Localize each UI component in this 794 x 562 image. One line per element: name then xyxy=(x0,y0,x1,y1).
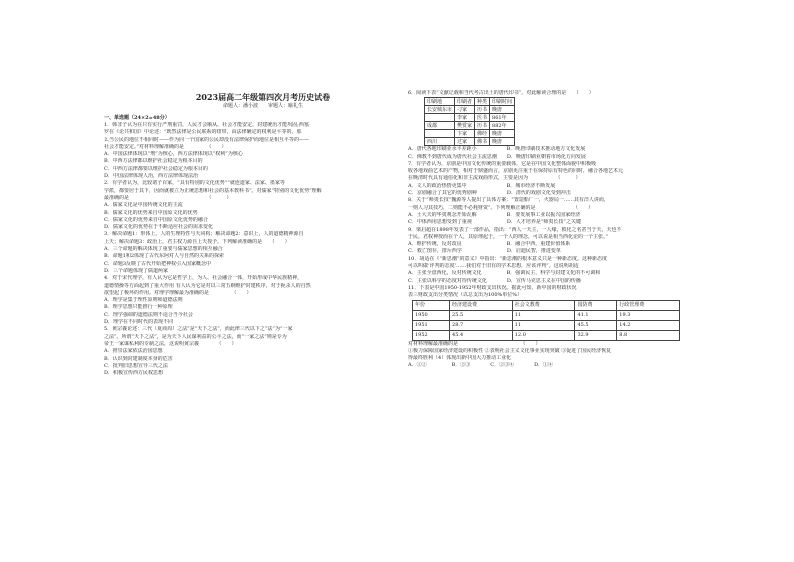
table-cell: 1952 xyxy=(413,330,450,340)
text-line: 上天；解决命题3：政治上，君主权力源自上天授予。下列解读准确的是 （ ） xyxy=(104,238,290,245)
table-row xyxy=(425,122,515,130)
table-cell xyxy=(425,114,455,122)
table-cell: 8.8 xyxy=(617,330,680,340)
table-cell: 32.9 xyxy=(575,330,617,340)
table-cell: 樊赏家 xyxy=(455,122,475,130)
text-line: 最准确的是 （ ） xyxy=(104,194,232,201)
table-row xyxy=(425,106,515,114)
text-line: 罗在《论共和国》中论述：“既然法律是公民联系的纽带，由法律确定的权利是平等的，那 xyxy=(104,129,302,136)
text-line: 2．有学者认为，比较诸子百家，“具有特别的文化优势”“就连道家、法家、墨家等 xyxy=(104,180,285,187)
text-line: 道德情操等方面起到了重大作用 有人认为它是对以三常五纲维护封建秩序，对于扼杀人的自然 xyxy=(104,282,311,289)
text-line: 收各地戏曲艺术的产物，相对于鼎盛而言，京剧更注重于在保持原有特色的同时，融合各地艺术元 xyxy=(408,168,624,175)
table-cell: 历书 xyxy=(475,106,490,114)
text-line: 10．胡适在《“新思潮”的意义》中指出：“新思潮的根本意义只是一种新态度。这种新态度 xyxy=(408,255,608,262)
text-line: C．主张以科学的态度对待传统文化 D．宣传马克思主义在中国的传播 xyxy=(408,277,581,284)
table-cell: 12.0 xyxy=(512,330,575,340)
text-line: 3．解决命题1：形体上，人的生理特性与天同构；解决命题2：意识上，人的道德精神源自 xyxy=(104,231,304,238)
text-line: A．儒家文化是中国传统文化的主流 xyxy=(104,202,183,209)
text-line: 在晚清时代具有通俗化和非主流戏曲形式，主要是因为 （ ） xyxy=(408,175,581,182)
text-line: 4．对于宋代理学，有人认为它是哲学上，为人、社会融合一体，开始形成中华民族精神， xyxy=(104,275,303,282)
text-line: 么当公民的地位不相同时——作为同一个国家的公民却没有法律保护而地位是相互平等的—— xyxy=(104,136,310,143)
text-line: C．理学强调的道德法则不适合当今社会 xyxy=(104,311,193,318)
text-line: 得最终胜利（4）体现出新中国大力推动工业化 xyxy=(408,355,512,362)
table-row xyxy=(425,114,515,122)
table-header-cell: 印刷时间 xyxy=(490,98,515,106)
text-line: 11．下表是中国1950-1952年财政支出状况。据此可知，新中国的财政状况 xyxy=(408,284,577,291)
text-line: D．儒家文化的优势在于不断适应社会的需求变化 xyxy=(104,224,214,231)
table-cell: 45.4 xyxy=(450,330,513,340)
table-row xyxy=(413,330,680,340)
text-line: C．批判旧思想宣导三代之法 xyxy=(104,362,168,369)
text-line: A．士大夫的华夷观念开始瓦解 B．要发展事工业以振兴国家经济 xyxy=(408,211,581,218)
text-line: 对材料理解最准确的是 （ ） xyxy=(408,340,541,347)
question-6-stem xyxy=(408,90,698,97)
text-line: 6．阅读下表“文献记载和当代考古出土的唐代印书”。对此解读合理的是 （ ） xyxy=(408,90,594,96)
question-11-options xyxy=(408,341,698,370)
table-header-cell: 经济建设费 xyxy=(450,300,513,310)
table-row xyxy=(413,320,680,330)
text-line: 5．黄宗羲论述：三代（夏商周）之法”是“天下之法”，而此律三代以下之“法”为“一家 xyxy=(104,326,293,333)
text-line: 1．韩非子认为在只有实行严刑重罚，人民才会顺从，社会才能安定，封建统治才能巩固;西塞 xyxy=(104,122,309,128)
table-header-cell: 行政管理费 xyxy=(617,300,680,310)
text-line: 欲望起了极坏的作用。对理学理解最为准确的是 （ ） xyxy=(104,289,252,296)
table-header-row xyxy=(413,300,680,310)
text-line: 9．梁启超在1898年发表了一部作品，指出：“西人一天主，一人缘，救化之名甚当于天，天也不 xyxy=(408,226,622,233)
text-line: 8．关于“师夷长技”魏源等人提出了具体方案：“置造船厂一，火器局一……其有洋人讲而， xyxy=(408,197,609,204)
text-line: C．儒家文化的优势来自中国原文化优势的融合 xyxy=(104,216,208,223)
text-line: D．积极宣传西方民权思想 xyxy=(104,370,164,377)
table-cell: 11 xyxy=(512,320,575,330)
table-cell: 晚唐 xyxy=(490,130,515,138)
text-line: 一则人习其技巧，二则能不必耗财资”。下列理解正确的是 （ ） xyxy=(408,204,594,211)
table-fiscal xyxy=(412,300,680,341)
table-cell: 1950 xyxy=(413,310,450,320)
table-cell: 佛书 xyxy=(475,138,490,146)
table-header-cell: 印刷地 xyxy=(425,98,455,106)
table-cell: 882年 xyxy=(490,122,515,130)
text-line: A．三个命题的解决体现了重要与儒家思想的相互融合 xyxy=(104,246,223,253)
text-line: 之法”。所谓“天下之法”，是为天下人民谋利益的公平之法，而“一家之法”则是专为 xyxy=(104,333,287,340)
text-line: B．认识到封建制度本身的危害 xyxy=(104,355,173,362)
section-heading: 一、单选题（24×2=48分） xyxy=(104,115,170,121)
text-line: A．①② B．②③ C．②③④ D．①④ xyxy=(408,362,554,369)
text-line: C．中体西用思想受到了重视 D．人才培养是“师夷长技”之关键 xyxy=(408,219,581,226)
table-header-cell: 印刷者 xyxy=(455,98,475,106)
table-cell: 45.5 xyxy=(575,320,617,330)
table-cell: 历书 xyxy=(475,122,490,130)
right-question-text xyxy=(408,146,698,299)
text-line: ①极力保障国家经济建设的积极性 ②表明社会主义文化事业实现突破 ③促进了国民经济恢复 xyxy=(408,347,612,354)
table-cell: 41.1 xyxy=(575,310,617,320)
left-column xyxy=(104,92,396,377)
right-column xyxy=(408,90,698,370)
text-line: A．维护传统，反对改良 B．融合中西，重建价值体系 xyxy=(408,241,571,248)
table-header-cell: 国防费 xyxy=(575,300,617,310)
text-line: A．理学是集于理性原则和道德法则 xyxy=(104,297,183,304)
table-cell: 西川 xyxy=(425,138,455,146)
left-question-text xyxy=(104,114,396,377)
text-line: A．推崇法家依法治国思想 xyxy=(104,348,163,355)
table-cell: 11 xyxy=(512,310,575,320)
table-header-cell: 年份 xyxy=(413,300,450,310)
text-line: 可以叫做‘评判的态度’……我们对于旧有的学术思想，应该评判”。这说明胡适 xyxy=(408,263,579,270)
table-cell: 李家 xyxy=(455,114,475,122)
table-cell: 28.7 xyxy=(450,320,513,330)
table-body xyxy=(413,310,680,340)
table-header-row xyxy=(425,98,515,106)
table-cell: 14.2 xyxy=(617,320,680,330)
text-line: A．主张全盘西化，反对传统文化 B．强调民主，科学与封建文化的不可调和 xyxy=(408,270,601,277)
table-header-cell: 社会文教费 xyxy=(512,300,575,310)
text-line: C．救亡图存，排斥西学 D．启迪民智，推进变革 xyxy=(408,248,561,255)
text-line: C．京剧融合了其它的优秀剧种 D．清代的戏剧文化受到冲击 xyxy=(408,190,571,197)
text-line: C．佛教不到唐代成为唐代社会主流思潮 D．晚唐印刷业朝着市场化方向发展 xyxy=(408,153,586,160)
text-line: D．理学在不同时代的表现不同 xyxy=(104,319,174,326)
table-row xyxy=(425,130,515,138)
table-cell: 19.3 xyxy=(617,310,680,320)
text-line: B．中西方法律都以维护社会稳定为根本目的 xyxy=(104,158,203,165)
table-printing xyxy=(424,97,515,146)
text-line: 于民。君权神授而在个人，其原理起于。一个人的理念，可以说是相当西化论的一个主张。” xyxy=(408,233,609,240)
text-line: D．中国法律体现人治，西方法律体现法治 xyxy=(104,173,199,180)
text-line: A．唐代各地印刷业水平差距小 B．晚唐印刷技术推动地方文化发展 xyxy=(408,146,586,153)
table-row xyxy=(425,138,515,146)
text-line: B．命题1和2体现了古代东阿对人与自然的关系的探索 xyxy=(104,253,225,260)
table-cell: 长安城东市 xyxy=(425,106,455,114)
table-cell: 晚唐 xyxy=(490,138,515,146)
table-cell: 过家 xyxy=(455,138,475,146)
table-cell: 刁家 xyxy=(455,106,475,114)
text-line: B．理学思想只能推行一种原理 xyxy=(104,304,173,311)
table-header-cell: 种类 xyxy=(475,98,490,106)
text-line: D．三个命题体现了儒道两家 xyxy=(104,267,169,274)
table-cell: 25.5 xyxy=(450,310,513,320)
table-cell: 卞家 xyxy=(455,130,475,138)
text-line: C．命题3反映了古代开始把神权引入国家概念中 xyxy=(104,260,212,267)
text-line: A．中国法律体现以“刑”为核心，西方法律体现以“权利”为核心 xyxy=(104,151,243,158)
table-cell xyxy=(425,130,455,138)
table-body xyxy=(425,106,515,146)
text-line: 表三财政支出分类情况（以总支出为100%单位%） xyxy=(408,292,523,299)
table-cell: 医书 xyxy=(475,114,490,122)
text-line: A．文人的政治热情更集中 B．城市经济不断发展 xyxy=(408,182,556,189)
table-row xyxy=(413,310,680,320)
page-title: 2023届高二年级第四次月考历史试卷 xyxy=(195,92,331,102)
text-line: C．中西方法律都要以维护社会稳定为根本目的 xyxy=(104,165,208,172)
table-cell: 佛经 xyxy=(475,130,490,138)
table-cell: 成都 xyxy=(425,122,455,130)
text-line: 学派，都要居于其下，因而就被立为正统思想和社会的基本教科书”。对儒家“特别的文化优势”理解 xyxy=(104,187,322,194)
text-line: B．儒家文化的优势来自中国原文化的优势 xyxy=(104,209,198,216)
byline: 命题人：潘小波 审题人：喻礼生 xyxy=(222,103,303,109)
text-line: 帝王一家谋私利的专制之法，这说明黄宗羲 （ ） xyxy=(104,340,237,347)
table-cell: 1951 xyxy=(413,320,450,330)
text-line: 社会才能安定。”对材料理解准确的是 （ ） xyxy=(104,143,227,150)
table-cell: 晚唐 xyxy=(490,106,515,114)
table-cell: 861年 xyxy=(490,114,515,122)
text-line: 7．有学者认为，京剧是中国文化传统的重要载体，它是在中国文化整体面貌中积极吸 xyxy=(408,160,597,167)
